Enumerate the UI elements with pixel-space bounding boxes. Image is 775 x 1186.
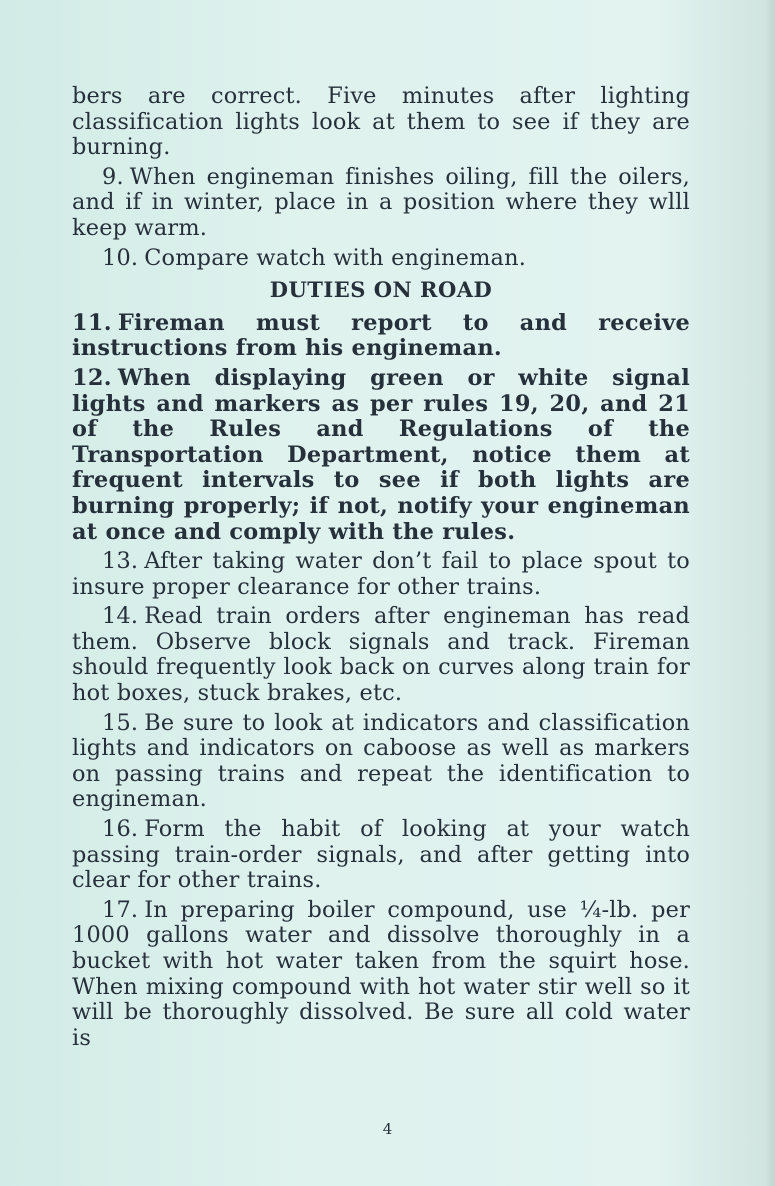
page-text (72, 84, 690, 1055)
rule-text: When displaying green or white signal lights and markers as per rules 19, 20, and 21 of the Rules and Regulations of the Transportation Department, notice them at frequent intervals to see if both lights are burning properly; if not, notify your engineman at once and comply with the rules. (72, 364, 690, 545)
rule-number: 9. (102, 163, 124, 190)
rule-9-paragraph (72, 165, 690, 242)
rule-text: After taking water don’t fail to place spout to insure proper clearance for other trains. (72, 548, 690, 600)
rule-number: 12. (72, 364, 112, 391)
rule-number: 10. (102, 244, 139, 271)
rule-text: When engineman finishes oiling, fill the oilers, and if in winter, place in a position where they wlll keep warm. (72, 163, 690, 241)
rule-15-paragraph (72, 711, 690, 813)
page-number: 4 (382, 1120, 393, 1138)
rule-17-paragraph (72, 898, 690, 1052)
continuation-paragraph: bers are correct. Five minutes after lighting classification lights look at them to see if they are burning. (72, 83, 690, 161)
rule-number: 15. (102, 709, 139, 736)
rule-12-paragraph (72, 366, 690, 545)
rule-text: Be sure to look at indicators and classification lights and indicators on caboose as well as markers on passing trains and repeat the identification to engineman. (72, 709, 690, 813)
rule-text: Fireman must report to and receive instructions from his engineman. (72, 309, 690, 362)
rule-text: Read train orders after engineman has read them. Observe block signals and track. Fireman should frequently look back on curves along train for hot boxes, stuck brakes, etc. (72, 603, 690, 707)
rule-number: 17. (102, 896, 139, 923)
rule-10-paragraph (72, 246, 690, 272)
rule-11-paragraph (72, 311, 690, 362)
rule-14-paragraph (72, 604, 690, 706)
rule-number: 14. (102, 603, 139, 630)
rule-text: In preparing boiler compound, use ¼-lb. per 1000 gallons water and dissolve thoroughly in a bucket with hot water taken from the squirt hose. When mixing compound with hot water stir well so it will be thoroughly dissolved. Be sure all cold water is (72, 896, 690, 1051)
rule-text: Compare watch with engineman. (144, 244, 527, 271)
rule-13-paragraph (72, 549, 690, 600)
rule-16-paragraph (72, 817, 690, 894)
rule-number: 16. (102, 816, 139, 843)
rule-text: Form the habit of looking at your watch passing train-order signals, and after getting into clear for other trains. (72, 816, 690, 894)
rule-number: 11. (72, 309, 112, 336)
section-heading: DUTIES ON ROAD (269, 277, 493, 303)
rule-number: 13. (102, 548, 139, 575)
